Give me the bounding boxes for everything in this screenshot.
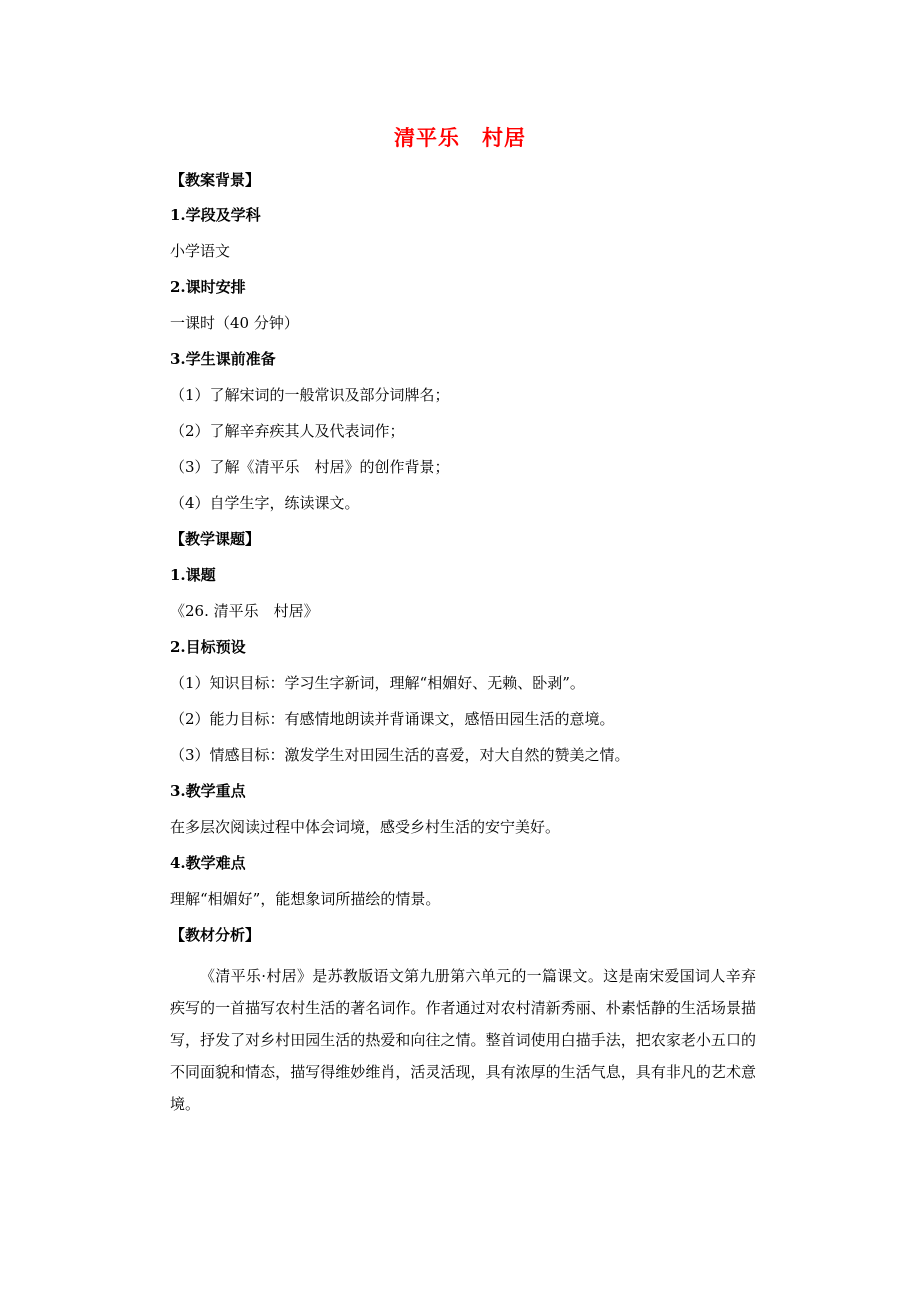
heading-difficulty: 4.教学难点	[170, 854, 246, 872]
heading-goals: 2.目标预设	[170, 638, 246, 656]
heading-key-point: 3.教学重点	[170, 782, 246, 800]
list-item-goal-3: （3）情感目标：激发学生对田园生活的喜爱，对大自然的赞美之情。	[170, 746, 630, 764]
value-key-point: 在多层次阅读过程中体会词境，感受乡村生活的安宁美好。	[170, 818, 561, 836]
heading-student-prep: 3.学生课前准备	[170, 350, 276, 368]
list-item-prep-4: （4）自学生字，练读课文。	[170, 494, 360, 512]
value-schedule: 一课时（40 分钟）	[170, 314, 299, 332]
list-item-prep-2: （2）了解辛弃疾其人及代表词作；	[170, 422, 405, 440]
list-item-goal-2: （2）能力目标：有感情地朗读并背诵课文，感悟田园生活的意境。	[170, 710, 615, 728]
value-topic: 《26. 清平乐 村居》	[170, 602, 319, 620]
value-difficulty: 理解“相媚好”，能想象词所描绘的情景。	[170, 890, 441, 908]
analysis-paragraph: 《清平乐·村居》是苏教版语文第九册第六单元的一篇课文。这是南宋爱国词人辛弃疾写的一首描写农村生活的著名词作。作者通过对农村清新秀丽、朴素恬静的生活场景描写，抒发了对乡村田园生活的热爱和向往之情。整首词使用白描手法，把农家老小五口的不同面貌和情态，描写得维妙维肖，活灵活现，具有浓厚的生活气息，具有非凡的艺术意境。	[170, 967, 756, 1113]
section-header-analysis: 【教材分析】	[170, 926, 261, 944]
document-title: 清平乐 村居	[394, 125, 526, 150]
section-header-topic: 【教学课题】	[170, 530, 261, 548]
heading-stage-subject: 1.学段及学科	[170, 206, 261, 224]
heading-topic: 1.课题	[170, 566, 216, 584]
value-stage-subject: 小学语文	[170, 242, 231, 260]
list-item-prep-3: （3）了解《清平乐 村居》的创作背景；	[170, 458, 450, 476]
list-item-goal-1: （1）知识目标：学习生字新词，理解“相媚好、无赖、卧剥”。	[170, 674, 585, 692]
heading-schedule: 2.课时安排	[170, 278, 246, 296]
section-header-background: 【教案背景】	[170, 171, 261, 189]
list-item-prep-1: （1）了解宋词的一般常识及部分词牌名；	[170, 386, 450, 404]
